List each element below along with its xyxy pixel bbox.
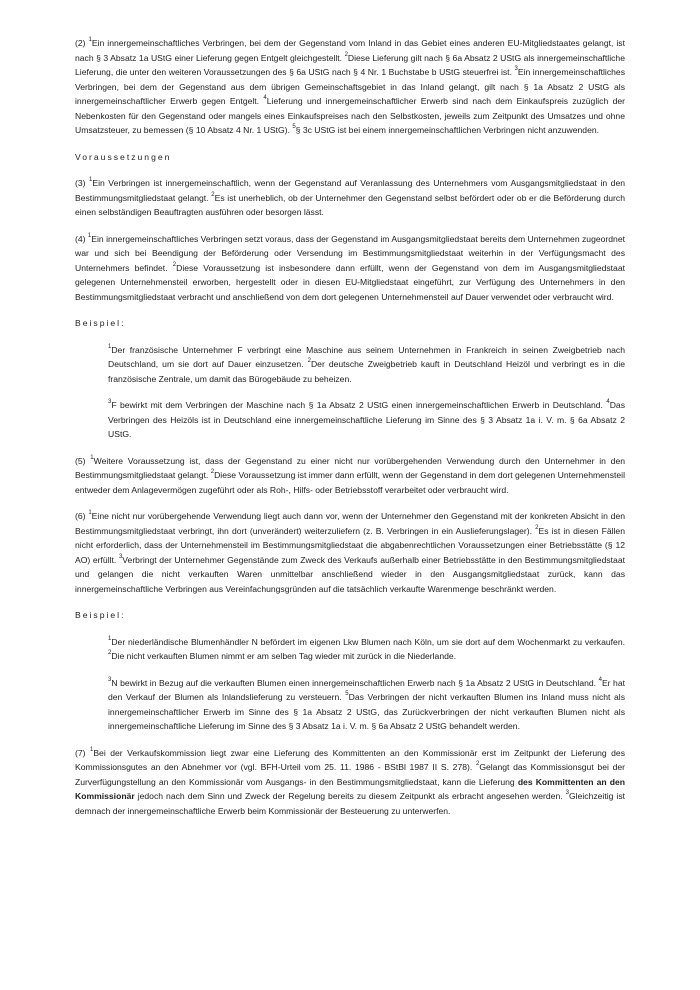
sentence: F bewirkt mit dem Verbringen der Maschine nach § 1a Absatz 2 UStG einen innergemeinschaftlichen Erwerb in Deutschland. [111, 400, 603, 410]
sentence: jedoch nach dem Sinn und Zweck der Regelung bereits zu diesem Zeitpunkt als erbracht angesehen werden. [137, 791, 563, 801]
paragraph-number: (2) [75, 38, 86, 48]
sentence-number: 2 [344, 51, 348, 58]
paragraph-number: (3) [75, 178, 86, 188]
sentence: Weitere Voraussetzung ist, dass der Gegenstand zu einer nicht nur vorübergehenden Verwendung durch den Unternehmer in den Bestimmungsmitgliedstaat gelangt. [75, 455, 625, 480]
sentence-number: 2 [210, 469, 215, 476]
sentence: Ein innergemeinschaftliches Verbringen setzt voraus, dass der Gegenstand im Ausgangsmitgliedstaat bereits dem Unternehmen zugeordnet war und sich bei Beendigung der Beförderung oder Versendung im Bestimmungsmitgliedstaat weiterhin in der Verfügungsmacht des Unternehmers befindet. [75, 233, 626, 273]
paragraph-number: (7) [75, 747, 86, 758]
paragraph-number: (5) [75, 455, 86, 466]
sentence: Verbringt der Unternehmer Gegenstände zum Zweck des Verkaufs außerhalb einer Betriebsstätte in den Bestimmungsmitgliedstaat und gelangen die nicht verkauften Waren unmittelbar anschließend wieder in den Ausgangsmitgliedstaat zurück, kann das innergemeinschaftliche Verbringen aus Vereinfachungsgründen auf die tatsächlich verkaufte Warenmenge beschränkt werden. [75, 554, 625, 594]
sentence-number: 1 [90, 454, 94, 461]
sentence: Diese Lieferung gilt nach § 6a Absatz 2 UStG als innergemeinschaftliche Lieferung, die unter den weiteren Voraussetzungen des § 6a UStG nach § 4 Nr. 1 Buchstabe b UStG steuerfrei ist. [75, 52, 625, 77]
sentence-number: 1 [88, 37, 92, 44]
paragraph-4 [75, 232, 625, 305]
sentence: Gleichzeitig ist demnach der innergemeinschaftliche Erwerb beim Kommissionär der Besteuerung zu unterwerfen. [75, 791, 626, 816]
sentence-number: 2 [172, 261, 177, 268]
sentence: Ein Verbringen ist innergemeinschaftlich, wenn der Gegenstand auf Veranlassung des Unternehmers vom Ausgangsmitgliedstaat in den Bestimmungsmitgliedstaat gelangt. [75, 178, 625, 203]
example-2-part-1 [108, 635, 625, 664]
sentence-number: 1 [89, 177, 93, 184]
sentence-number: 2 [108, 650, 112, 657]
paragraph-3 [75, 176, 625, 220]
sentence-number: 3 [514, 66, 518, 73]
sentence: Bei der Verkaufskommission liegt zwar eine Lieferung des Kommittenten an den Kommissionär erst im Zeitpunkt der Lieferung des Kommissionsgutes an den Abnehmer vor (vgl. BFH-Urteil vom 25. 11. 1986 - BStBl 1987 II S. 278). [75, 747, 625, 772]
sentence-number: 5 [345, 691, 349, 698]
sentence-number: 1 [87, 232, 92, 239]
paragraph-2 [75, 36, 625, 138]
sentence-number: 2 [211, 191, 215, 198]
sentence-number: 1 [89, 746, 94, 753]
sentence: § 3c UStG ist bei einem innergemeinschaftlichen Verbringen nicht anzuwenden. [295, 125, 600, 135]
sentence-number: 1 [88, 510, 92, 517]
sentence: Ein innergemeinschaftliches Verbringen, bei dem der Gegenstand aus dem übrigen Gemeinschaftsgebiet in das Inland gelangt, gilt nach § 1a Absatz 2 UStG als innergemeinschaftlicher Erwerb gegen Entgelt. [75, 67, 625, 106]
sentence-number: 4 [598, 676, 602, 683]
sentence-number: 5 [292, 124, 296, 131]
sentence: Eine nicht nur vorübergehende Verwendung liegt auch dann vor, wenn der Unternehmer den Gegenstand mit der konkreten Absicht in den Bestimmungsmitgliedstaat verbringt, ihn dort (unverändert) weiterzuliefern (z. B. Verbringen in ein Auslieferungslager). [75, 511, 626, 536]
example-1-part-2 [108, 398, 625, 442]
document-page [75, 36, 625, 818]
sentence: Es ist unerheblich, ob der Unternehmer den Gegenstand selbst befördert oder ob er die Beförderung durch einen selbständigen Beauftragten ausführen oder besorgen lässt. [75, 192, 625, 217]
paragraph-number: (4) [75, 233, 86, 244]
paragraph-6 [75, 509, 625, 596]
sentence: Ein innergemeinschaftliches Verbringen, bei dem der Gegenstand vom Inland in das Gebiet eines anderen EU-Mitgliedstaates gelangt, ist nach § 3 Absatz 1a UStG einer Lieferung gegen Entgelt gleichgestellt. [75, 38, 625, 63]
sentence-number: 1 [108, 635, 112, 642]
sentence-number: 2 [307, 358, 311, 365]
example-1-part-1 [108, 343, 625, 387]
example-2-part-2 [108, 676, 625, 734]
paragraph-7 [75, 746, 625, 819]
sentence: Diese Voraussetzung ist insbesondere dann erfüllt, wenn der Gegenstand von dem im Ausgangsmitgliedstaat gelegenen Unternehmensteil erworben, hergestellt oder in diesen EU-Mitgliedstaat eingeführt, zur Verfügung des Unternehmers in den Bestimmungsmitgliedstaat verbracht und anschließend von dem dort gelegenen Unternehmensteil auf Dauer verwendet oder verbraucht wird. [75, 262, 626, 302]
sentence-number: 3 [108, 399, 112, 406]
sentence: Gelangt das Kommissionsgut bei der Zurverfügungstellung an den Kommissionär vom Ausgangs- in den Bestimmungsmitgliedstaat, kann die Lieferung [75, 762, 626, 787]
example-heading: Beispiel: [75, 610, 126, 620]
example-heading: Beispiel: [75, 318, 126, 328]
sentence: Das Verbringen des Heizöls ist in Deutschland eine innergemeinschaftliche Lieferung im Sinne des § 3 Absatz 1a i. V. m. § 6a Absatz 2 UStG. [108, 400, 625, 439]
sentence: Diese Voraussetzung ist immer dann erfüllt, wenn der Gegenstand in dem dort gelegenen Unternehmensteil entweder dem Anlagevermögen zugeführt oder als Roh-, Hilfs- oder Betriebsstoff verarbeitet oder verbraucht wird. [75, 470, 625, 495]
sentence-number: 1 [108, 343, 112, 350]
sentence: Er hat den Verkauf der Blumen als Inlandslieferung zu versteuern. [108, 677, 625, 702]
section-heading: Voraussetzungen [75, 151, 172, 162]
sentence: Das Verbringen der nicht verkauften Blumen ins Inland muss nicht als innergemeinschaftlicher Erwerb im Sinne des § 1a Absatz 2 UStG, das Zurückverbringen der nicht verkauften Blumen nicht als innergemeinschaftliche Lieferung im Sinne des § 3 Absatz 1a i. V. m. § 6a Absatz 2 UStG behandelt werden. [108, 692, 625, 731]
sentence: Der französische Unternehmer F verbringt eine Maschine aus seinem Unternehmen in Frankreich in seinen Zweigbetrieb nach Deutschland, um sie dort auf Dauer einzusetzen. [108, 344, 625, 369]
sentence: Lieferung und innergemeinschaftlicher Erwerb sind nach dem Einkaufspreis zuzüglich der Nebenkosten für den Gegenstand oder mangels eines Einkaufspreises nach den Selbstkosten, jeweils zum Zeitpunkt des Umsatzes und ohne Umsatzsteuer, zu bemessen (§ 10 Absatz 4 Nr. 1 UStG). [75, 96, 625, 135]
sentence-number: 4 [263, 95, 267, 102]
sentence: N bewirkt in Bezug auf die verkauften Blumen einen innergemeinschaftlichen Erwerb nach § 1a Absatz 2 UStG in Deutschland. [111, 677, 597, 688]
sentence-number: 2 [535, 524, 539, 531]
sentence: Der deutsche Zweigbetrieb kauft in Deutschland Heizöl und verbringt es in die französische Zentrale, um damit das Bürogebäude zu beheizen. [108, 359, 626, 384]
sentence: Es ist in diesen Fällen nicht erforderlich, dass der Unternehmensteil im Bestimmungsmitgliedstaat die abgabenrechtlichen Voraussetzungen einer Betriebsstätte (§ 12 AO) erfüllt. [75, 525, 625, 565]
bold-phrase: des Kommittenten an den Kommissionär [75, 776, 626, 801]
sentence-number: 3 [108, 676, 112, 683]
sentence-number: 3 [118, 553, 123, 560]
sentence: Die nicht verkauften Blumen nimmt er am selben Tag wieder mit zurück in die Niederlande. [111, 651, 457, 661]
sentence-number: 2 [475, 761, 480, 768]
sentence-number: 4 [606, 399, 610, 406]
paragraph-number: (6) [75, 511, 86, 521]
sentence-number: 3 [565, 790, 569, 797]
paragraph-5 [75, 454, 625, 498]
sentence: Der niederländische Blumenhändler N befördert im eigenen Lkw Blumen nach Köln, um sie dort auf dem Wochenmarkt zu verkaufen. [111, 636, 625, 647]
